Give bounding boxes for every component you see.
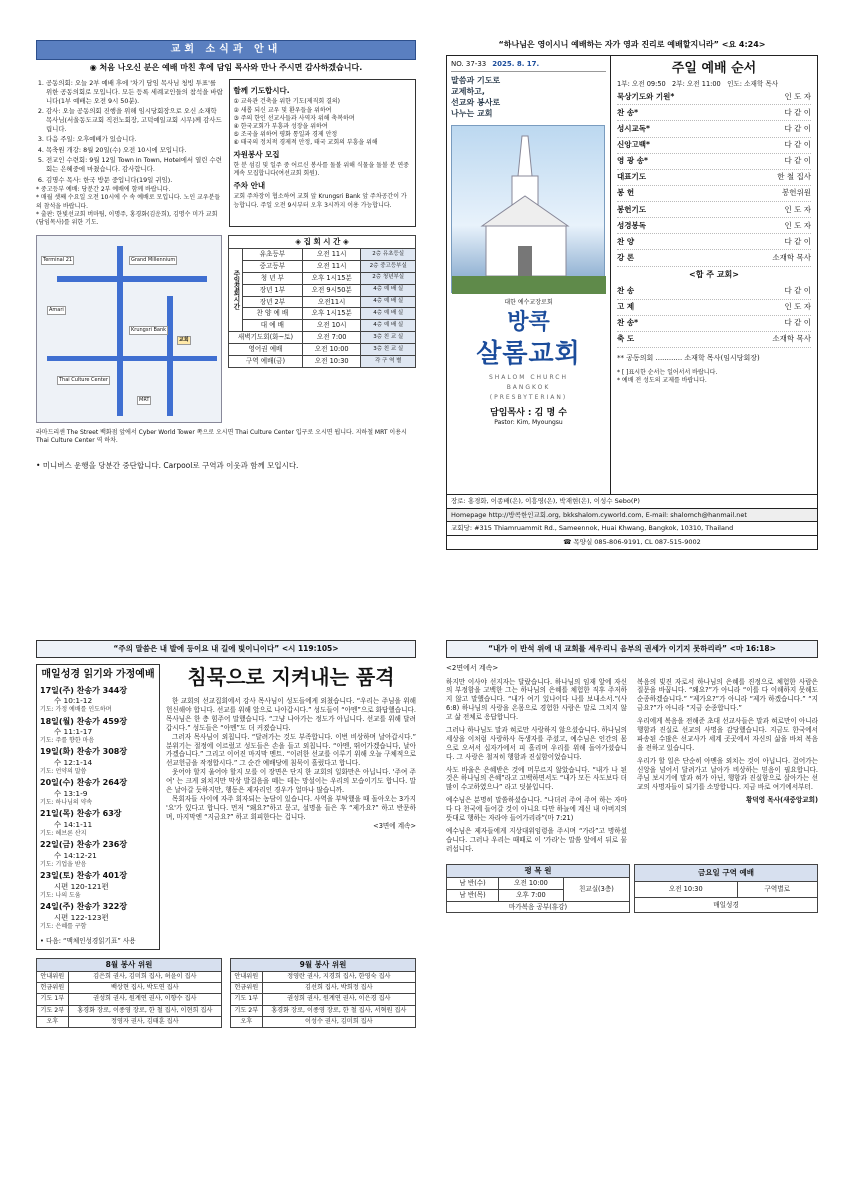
service-times: 1부: 오전 09:50 2부: 오전 11:00 인도: 소재학 목사 bbox=[617, 80, 779, 89]
order-label: 강 론 bbox=[617, 252, 635, 262]
reading-item bbox=[40, 778, 156, 807]
map-label: 교회 bbox=[179, 336, 189, 343]
list-item: ④ 한국교회가 부흥과 성장을 위하여 bbox=[233, 122, 328, 130]
order-label: 축 도 bbox=[617, 334, 635, 344]
order-label: 성시교독* bbox=[617, 123, 650, 133]
table-row bbox=[37, 994, 222, 1005]
cell-group-table: 금요일 구역 예배 오전 10:30 구역별로 매일성경 bbox=[634, 864, 818, 914]
reading-note: 기도: 기업을 받음 bbox=[40, 860, 87, 868]
table-row bbox=[37, 971, 222, 982]
note: * [ ]표시한 순서는 일어서서 바랍니다. bbox=[617, 369, 718, 377]
duty-names: 홍경화 장로, 이종영 장로, 한 철 집사, 이현희 집사 bbox=[68, 1005, 221, 1016]
fellowship-table: 평 목 원 남 반(수) 오전 10:00 친교실(3층) 남 반(목) 오후 7:00 마가복음 공부(휴강) bbox=[446, 864, 630, 914]
list-item: ③ 주의 한인 선교사들과 사역자 위해 축복하며 bbox=[233, 114, 355, 122]
duty-role: 안내위원 bbox=[37, 971, 69, 982]
service-order bbox=[617, 89, 811, 266]
news-banner: 교회 소식과 안내 bbox=[36, 40, 416, 60]
order-leader: 다 같 이 bbox=[784, 156, 811, 166]
note: * 중고등부 예배: 당분간 2부 예배에 함께 바랍니다. bbox=[36, 186, 171, 194]
meeting-line: ** 공동의회 ............ 소재학 목사(임시당회장) bbox=[617, 353, 760, 362]
table-row bbox=[37, 1017, 222, 1028]
paragraph: 웃어야 할지 울어야 할지 모를 이 장면은 단지 한 교회의 일화만은 아닙니다. '주여 주여' 는 크게 외치지만 막상 발걸음을 떼는 데는 망설이는 우리의 모습이기도 합니다. 말은 날아갈 듯하지만, 행동은 제자리인 경우가 얼마나 많습니까. bbox=[166, 768, 416, 795]
table-row bbox=[37, 983, 222, 994]
issue-number: NO. 37-33 bbox=[451, 59, 487, 68]
order-label: 찬 양 bbox=[617, 236, 635, 246]
service-order-item bbox=[617, 154, 811, 170]
duty-role: 기도 2부 bbox=[231, 1005, 263, 1016]
duty-names: 홍경화 장로, 이종영 장로, 한 철 집사, 서혁원 집사 bbox=[262, 1005, 415, 1016]
parking-text: 교회 주차장이 협소하여 교회 앞 Krungsri Bank 앞 주차공간이 가능합니다. 주일 오전 9시부터 오후 3시까지 이용 가능합니다. bbox=[233, 193, 407, 209]
elders-line: 장로: 홍경화, 이종배(은), 이흥영(은), 박재현(은), 이성수 Sebo(P) bbox=[446, 495, 818, 509]
order-leader: 인 도 자 bbox=[784, 220, 811, 230]
order-label: 대표기도 bbox=[617, 172, 646, 182]
reading-day: 17일(주) 찬송가 344장 bbox=[40, 685, 128, 695]
order-leader: 인 도 자 bbox=[784, 91, 811, 101]
duty-names: 김은희 권사, 김미희 집사, 허윤이 집사 bbox=[68, 971, 221, 982]
bulletin-cover bbox=[446, 40, 818, 580]
service-order-item bbox=[617, 218, 811, 234]
map-label: Terminal 21 bbox=[43, 256, 73, 263]
service-order-item bbox=[617, 332, 811, 348]
reading-passage: 수 13:1-9 bbox=[54, 789, 88, 799]
header-verse: “하나님은 영이시니 예배하는 자가 영과 진리로 예배할지니라” <요 4:24> bbox=[498, 40, 766, 49]
duty-role: 오후 bbox=[37, 1017, 69, 1028]
issue-line bbox=[451, 60, 606, 72]
reading-note: 기도: 언약의 말씀 bbox=[40, 768, 87, 776]
church-photo bbox=[451, 125, 605, 293]
paragraph: 사도 바울은 은혜받은 것에 머무르지 않았습니다. “내가 나 된 것은 하나님의 은혜”라고 고백하면서도 “내가 모든 사도보다 더 많이 수고하였으나” 라고 덧붙입니다. bbox=[446, 765, 627, 792]
order-leader: 봉헌위원 bbox=[782, 188, 811, 198]
duty-role: 기도 2부 bbox=[37, 1005, 69, 1016]
duty-names: 권성희 권사, 원계연 권사, 이향수 집사 bbox=[68, 994, 221, 1005]
mid-title: <합 주 교회> bbox=[689, 269, 739, 279]
table-row bbox=[231, 994, 416, 1005]
list-item: 2. 감사: 오늘 공동의회 진행을 위해 임시당회장으로 오신 소재학 목사님(서울동도교회 직전노회장, 고덕예일교회 시무)께 감사드립니다. bbox=[46, 107, 223, 133]
map-label: Amari bbox=[49, 306, 64, 313]
sermon-author: 황덕영 목사(새중앙교회) bbox=[745, 796, 818, 805]
reading-day: 21일(목) 찬송가 63장 bbox=[40, 809, 122, 819]
paragraph: 우리에게 복음을 전해준 초대 선교사들은 말과 혀로만이 아니라 행함과 진실로 선교의 사명을 감당했습니다. 지금도 한국에서 파송된 수많은 선교사가 세계 곳곳에서 자신의 삶을 바쳐 복음을 전하고 있습니다. bbox=[637, 717, 818, 752]
paragraph: 그러나 하나님도 말과 혀로만 사랑하지 않으셨습니다. 하나님의 세상을 이처럼 사랑하사 독생자를 주셨고, 예수님은 인간의 몸으로 오셔서 십자가에서 피 흘리며 우리를 위해 돌아가셨습니다. 그 사랑은 철저히 행함과 진실함이었습니다. bbox=[446, 726, 627, 761]
service-order-item bbox=[617, 186, 811, 202]
order-label: 영 광 송* bbox=[617, 156, 648, 166]
table-row bbox=[231, 983, 416, 994]
service-order-item bbox=[617, 89, 811, 105]
note: * 출판: 한빛선교회 버마팀, 이명주, 홍경화(김운희), 김명수 미가 교회(담임목사)를 위한 기도. bbox=[36, 210, 218, 226]
duty-names: 권성희 권사, 원계연 권사, 이은경 집사 bbox=[262, 994, 415, 1005]
table-row bbox=[231, 1017, 416, 1028]
order-leader: 다 같 이 bbox=[784, 107, 811, 117]
service-order-item bbox=[617, 234, 811, 250]
service-order-item bbox=[617, 250, 811, 266]
phone-line: ☎ 목양실 085-806-9191, CL 087-515-9002 bbox=[446, 536, 818, 550]
service-order-item bbox=[617, 121, 811, 137]
reading-note: 기도: 헤브론 산지 bbox=[40, 829, 87, 837]
reading-item bbox=[40, 871, 156, 900]
order-leader: 다 같 이 bbox=[784, 285, 811, 295]
reading-item bbox=[40, 717, 156, 746]
order-label: 신앙고백* bbox=[617, 140, 650, 150]
reading-passage: 수 12:1-14 bbox=[54, 758, 93, 768]
duty-role: 오후 bbox=[231, 1017, 263, 1028]
note: * 예배 전 성도의 교제를 바랍니다. bbox=[617, 377, 707, 385]
reading-plan: 매일성경 읽기와 가정예배 17일(주) 찬송가 344장 수 10:1-12 기도: 가정 예배를 인도하며 18일(월) 찬송가 459장 수 11:1-17 기도: 주를 향한 마음 19일(화) 찬송가 308장 수 12:1-14 기도: 언약의 말씀 20일(수) 찬송가 264장 수 13:1-9 기도: 하나님의 약속 21일(목) 찬송가 63장 수 14:1-11 기도: 헤브론 산지 22일(금) 찬송가 236장 수 14:12-21 기도: 기업을 받음 23일(토) 찬송가 401장 시편 120-121편 기도: 나의 도움 24일(주) 찬송가 322장 시편 122-123편 기도: 은혜를 구함 • 다음: “맥체인성경읽기표” 사용 bbox=[36, 664, 160, 949]
duty-role: 기도 1부 bbox=[231, 994, 263, 1005]
paragraph: 우리가 할 일은 단순히 아멘을 외치는 것이 아닙니다. 걸어가는 신앙을 넘어서 달려가고 날아가 비상하는 믿음이 필요합니다. 주님 보시기에 말과 혀가 아닌, 행함과 진실함으로 살아가는 선교의 사명자들이 되기를 소망합니다. 지금 바로 여기에서부터. bbox=[637, 756, 818, 792]
reading-day: 18일(월) 찬송가 459장 bbox=[40, 716, 128, 726]
paragraph: 한 교회의 선교집회에서 강사 목사님이 성도들에게 외쳤습니다. “우리는 주님을 위해 헌신해야 합니다. 선교를 위해 앞으로 나아갑시다.” 성도들이 “아멘”으로 화답했습니다. 목사님은 한 층 힘주어 말했습니다. “그냥 나아가는 정도가 아닙니다. 선교를 위해 달려갑시다.” 성도들은 “아멘”도 더 커졌습니다. bbox=[166, 697, 416, 732]
paragraph: 목회자들 사이에 자주 회자되는 농담이 있습니다. 사역을 부탁했을 때 돌아오는 3가지 '요'가 있다고 합니다. 먼저 “왜요?”하고 묻고, 설명을 들은 후 “제가요?” 하고 반문하며, 마지막엔 “지금요?” 하고 회피한다는 겁니다. bbox=[166, 794, 416, 821]
service-order-item bbox=[617, 202, 811, 218]
service-order-2 bbox=[617, 283, 811, 348]
reading-note: 기도: 나의 도움 bbox=[40, 891, 81, 899]
sermon-title: 침묵으로 지켜내는 품격 bbox=[187, 665, 395, 690]
table-row bbox=[231, 1005, 416, 1016]
prayer-heading: 함께 기도합시다. bbox=[233, 86, 290, 96]
reading-note: 기도: 은혜를 구함 bbox=[40, 922, 87, 930]
list-item: 4. 목축원 개강: 8월 20일(수) 오전 10시에 모입니다. bbox=[46, 146, 223, 155]
paragraph: 예수님은 제자들에게 지상대위임령을 주시며 “가라”고 명하셨습니다. 그러나 우리는 때때로 이 '가라'는 말씀 앞에서 뒤로 물러섭니다. bbox=[446, 826, 627, 853]
duty-names: 백상현 집사, 박도연 집사 bbox=[68, 983, 221, 994]
list-item: ⑥ 태국의 정치적 경제적 안정, 태국 교회의 부흥을 위해 bbox=[233, 138, 378, 146]
address-line: 교회당: #315 Thiamruammit Rd., Sameennok, Huai Khwang, Bangkok, 10310, Thailand bbox=[446, 522, 818, 536]
bus-note: • 미니버스 운행을 당분간 중단합니다. Carpool로 구역과 이웃과 함께 모입시다. bbox=[36, 461, 299, 470]
reading-item bbox=[40, 840, 156, 869]
list-item: ① 교육관 건축을 위한 기도(제직회 결의) bbox=[233, 98, 341, 106]
reading-item bbox=[40, 747, 156, 776]
news-page bbox=[36, 40, 416, 580]
list-item: ⑤ 조국을 위하여 평화 통일과 경제 안정 bbox=[233, 130, 338, 138]
table-row bbox=[231, 971, 416, 982]
duty-names: 김선희 집사, 박희정 집사 bbox=[262, 983, 415, 994]
september-duty-table: 9월 봉사 위원 안내위원 정영란 권사, 지경희 집사, 한영숙 집사 헌금위원 김선희 집사, 박희정 집사 기도 1부 권성희 권사, 원계연 권사, 이은경 집사 기도 2부 홍경화 장로, 이종영 장로, 한 철 집사, 서혁원 집사 오후 이성수 권사, 김미희 집사 bbox=[230, 958, 416, 1029]
order-label: 성경봉독 bbox=[617, 220, 646, 230]
order-leader: 다 같 이 bbox=[784, 140, 811, 150]
table-cell: 유초등부 bbox=[242, 248, 302, 260]
welcome-line: ◉ 처음 나오신 분은 예배 마친 후에 담임 목사와 만나 주시면 감사하겠습니다. bbox=[89, 62, 363, 72]
order-label: 묵상기도와 기원* bbox=[617, 91, 675, 101]
order-leader: 한 철 집사 bbox=[777, 172, 811, 182]
order-label: 찬 송* bbox=[617, 107, 639, 117]
recruit-text: 한 분 섬김 및 일주 중 어르신 봉사를 돌볼 위해 식물을 돌볼 분 연중 계속 모집합니다(여선교회 회원). bbox=[233, 162, 409, 178]
reading-day: 20일(수) 찬송가 264장 bbox=[40, 778, 128, 788]
reading-item bbox=[40, 809, 156, 838]
reading-note: 기도: 가정 예배를 인도하며 bbox=[40, 706, 112, 714]
map-label: Grand Millennium bbox=[131, 256, 176, 263]
meeting-times-table: ◈ 집 회 시 간 ◈ 주일집회시간 유초등부 오전 11시 2층 유초등실 중고등부 오전 11시 2층 중고등부실 청 년 부 오후 1시15분 2층 청년부실 장년 1부 오전 9시50분 4층 예 배 실 장년 2부 오전11시 4층 예 배 실 찬 양 예 배 오후 1시15분 4층 예 배 실 대 예 배 오전 10시 4층 예 배 실 새벽기도회(화~토) 오전 7:00 3층 친 교 실 영어권 예배 오전 10:00 3층 친 교 실 구역 예배(금) 오전 10:30 각 구 역 별 bbox=[228, 235, 416, 368]
reading-day: 23일(토) 찬송가 401장 bbox=[40, 870, 128, 880]
list-item: 6. 김명수 목사: 한국 방문 중입니다(19일 귀임). bbox=[46, 176, 223, 185]
reading-note: 기도: 주를 향한 마음 bbox=[40, 737, 95, 745]
order-leader: 다 같 이 bbox=[784, 123, 811, 133]
motto: 말씀과 기도로 교제하고, 선교와 봉사로 나누는 교회 bbox=[451, 76, 501, 118]
order-label: 봉 헌 bbox=[617, 188, 635, 198]
sermon-page bbox=[36, 640, 416, 1180]
reading-passage: 수 10:1-12 bbox=[54, 696, 93, 706]
parking-heading: 주차 안내 bbox=[233, 181, 266, 191]
service-order-item bbox=[617, 138, 811, 154]
list-item: ② 새롭 되신 교우 및 환우들을 위하여 bbox=[233, 106, 332, 114]
header-verse: “내가 이 반석 위에 내 교회를 세우리니 음부의 권세가 이기지 못하리라” <마 16:18> bbox=[446, 640, 818, 658]
order-leader: 소재학 목사 bbox=[772, 252, 811, 262]
duty-names: 정영자 권사, 김태훈 집사 bbox=[68, 1017, 221, 1028]
service-order-item bbox=[617, 170, 811, 186]
service-order-item bbox=[617, 300, 811, 316]
order-leader: 다 같 이 bbox=[784, 236, 811, 246]
reading-note: 기도: 하나님의 약속 bbox=[40, 799, 93, 807]
duty-role: 헌금위원 bbox=[231, 983, 263, 994]
order-leader: 소재학 목사 bbox=[772, 334, 811, 344]
continued-from: <2면에서 계속> bbox=[446, 664, 499, 673]
duty-role: 기도 1부 bbox=[37, 994, 69, 1005]
map-label: MRT bbox=[139, 396, 150, 403]
paragraph: 그러자 목사님이 외칩니다. “달려가는 것도 부족합니다. 이번 비상하며 날아갑시다.” 분위기는 절정에 이르렀고 성도들은 손을 들고 외칩니다. “아멘, 뛰어가겠습니다, 날아가겠습니다.” 그리고 이어진 마지막 멘트. “이러한 선교를 이루기 위해 오늘 구체적으로 선교헌금을 작정합시다.” 그 순간 예배당에 침묵이 흘렀다고 합니다. bbox=[166, 732, 416, 768]
service-title: 주일 예배 순서 bbox=[671, 60, 757, 76]
order-label: 찬 송 bbox=[617, 285, 635, 295]
pastor-name: 담임목사 : 김 명 수 bbox=[490, 407, 567, 418]
paragraph: 예수님은 분명히 말씀하셨습니다. “나더러 주여 주여 하는 자마다 다 천국에 들어갈 것이 아니요 다만 하늘에 계신 내 아버지의 뜻대로 행하는 자라야 들어가리라”(마 7:21) bbox=[446, 796, 627, 823]
service-order-item bbox=[617, 105, 811, 121]
order-leader: 다 같 이 bbox=[784, 318, 811, 328]
service-order-item bbox=[617, 316, 811, 332]
list-item: 3. 다음 주일: 오후예배가 있습니다. bbox=[46, 135, 223, 144]
reading-item bbox=[40, 902, 156, 931]
reading-day: 22일(금) 찬송가 236장 bbox=[40, 840, 128, 849]
service-order-item bbox=[617, 283, 811, 299]
order-label: 찬 송* bbox=[617, 318, 639, 328]
news-list bbox=[36, 79, 223, 184]
reading-day: 24일(주) 찬송가 322장 bbox=[40, 901, 128, 911]
list-item: 5. 전교인 수련회: 9월 12일 Town in Town, Hotel에서 열린 수련회는 은혜중에 마쳤습니다. 감사합니다. bbox=[46, 156, 223, 173]
reading-day: 19일(화) 찬송가 308장 bbox=[40, 747, 128, 757]
reading-passage: 시편 122-123편 bbox=[54, 912, 109, 922]
reading-passage: 수 14:1-11 bbox=[54, 819, 93, 829]
paragraph: 하지만 이사야 선지자는 달랐습니다. 하나님의 임재 앞에 자신의 부정함을 고백한 그는 하나님의 은혜를 체험한 직후 주저하지 않고 말했습니다. “내가 여기 있나이다 나를 보내소서.”(사 6:8) 하나님의 사랑을 온몸으로 경험한 사람은 말로 그치지 않고 삶 전체로 응답합니다. bbox=[446, 677, 627, 722]
issue-date: 2025. 8. 17. bbox=[492, 59, 540, 68]
order-leader: 인 도 자 bbox=[784, 204, 811, 214]
sermon-continued-page bbox=[446, 640, 818, 1180]
map-label: Thai Culture Center bbox=[59, 376, 108, 383]
map-label: Krungsri Bank bbox=[131, 326, 167, 333]
list-item: 1. 공동의회: 오늘 2부 예배 후에 '차기 담임 목사님 청빙 투표'를 위한 공동의회로 모입니다. 모든 등록 세례교인들의 참석을 바랍니다(1부 예배는 오전 9시 50분). bbox=[46, 79, 223, 105]
duty-role: 헌금위원 bbox=[37, 983, 69, 994]
note: * 매월 셋째 수요일 오전 10시에 수 속 예배로 모입니다. 노인 교우분들의 참석을 바랍니다. bbox=[36, 194, 221, 210]
reading-item bbox=[40, 686, 156, 715]
directions: 라마드리센 The Street 백화점 앞에서 Cyber World Tower 쪽으로 오시면 Thai Culture Center 입구로 오시면 됩니다. 지하철 MRT 이용시 Thai Culture Center 역 하차. bbox=[36, 428, 407, 444]
order-leader: 인 도 자 bbox=[784, 302, 811, 312]
reading-passage: 수 11:1-17 bbox=[54, 727, 93, 737]
august-duty-table: 8월 봉사 위원 안내위원 김은희 권사, 김미희 집사, 허윤이 집사 헌금위원 백상현 집사, 박도연 집사 기도 1부 권성희 권사, 원계연 권사, 이향수 집사 기도 2부 홍경화 장로, 이종영 장로, 한 철 집사, 이현희 집사 오후 정영자 권사, 김태훈 집사 bbox=[36, 958, 222, 1029]
church-logo: 대한 예수교장로회 방콕 살롬교회 SHALOM CHURCH BANGKOK (PRESBYTERIAN) 담임목사 : 김 명 수 Pastor: Kim, Myoungsu bbox=[451, 299, 606, 426]
homepage-line: Homepage http://방콕한인교회.org, bkkshalom.cyworld.com, E-mail: shalomch@hanmail.net bbox=[446, 509, 818, 523]
order-label: 봉헌기도 bbox=[617, 204, 646, 214]
reading-passage: 수 14:12-21 bbox=[54, 850, 97, 860]
duty-role: 안내위원 bbox=[231, 971, 263, 982]
church-map bbox=[36, 235, 222, 423]
reading-passage: 시편 120-121편 bbox=[54, 881, 109, 891]
table-row bbox=[37, 1005, 222, 1016]
paragraph: 복음의 빚진 자로서 하나님의 은혜를 진정으로 체험한 사람은 질문을 바꿉니다. “왜요?”가 아니라 “이를 다 이해하지 못해도 순종하겠습니다.” “제가요?”가 아니라 “제가 하겠습니다.” “지금요?”가 아니라 “지금 순종합니다.” bbox=[637, 677, 818, 713]
order-label: 고 제 bbox=[617, 302, 635, 312]
duty-names: 이성수 권사, 김미희 집사 bbox=[262, 1017, 415, 1028]
continued: <3면에 계속> bbox=[373, 821, 416, 830]
header-verse: “주의 말씀은 내 발에 등이요 내 길에 빛이니이다” <시 119:105> bbox=[36, 640, 416, 658]
recruit-heading: 자원봉사 모집 bbox=[233, 149, 280, 159]
duty-names: 정영란 권사, 지경희 집사, 한영숙 집사 bbox=[262, 971, 415, 982]
